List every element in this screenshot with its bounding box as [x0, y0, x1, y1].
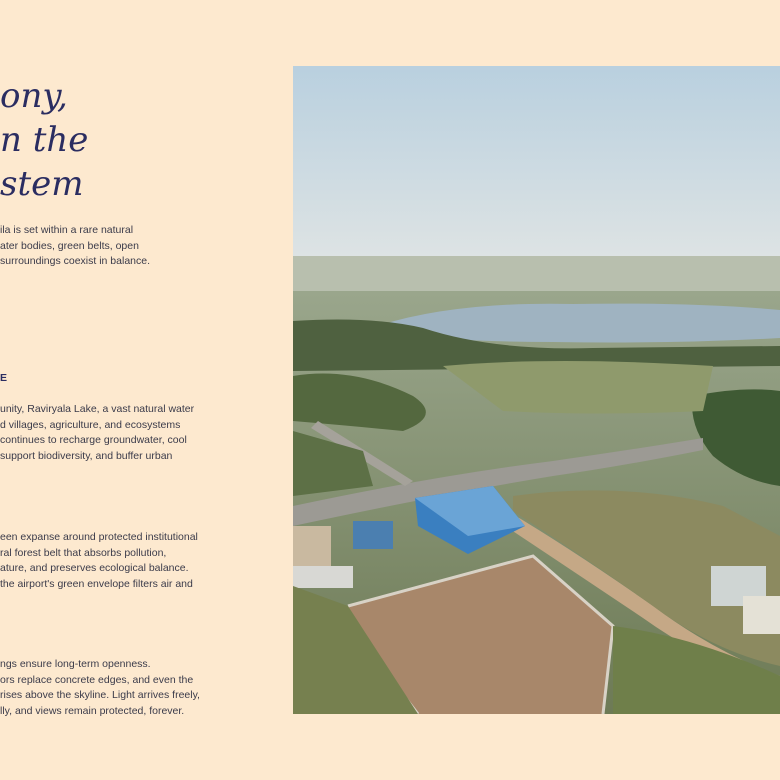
aerial-site-photo [293, 66, 780, 714]
sky [293, 66, 780, 266]
building [743, 596, 780, 634]
horizon-haze [293, 256, 780, 296]
text-line: support biodiversity, and buffer urban [0, 449, 173, 462]
text-line: ngs ensure long-term openness. [0, 658, 151, 670]
text-line: ila is set within a rare natural [0, 224, 134, 236]
text-line: rises above the skyline. Light arrives freely, [0, 689, 200, 702]
text-line: ors replace concrete edges, and even the [0, 673, 194, 686]
text-column [0, 0, 292, 780]
building [293, 526, 331, 566]
text-line: the airport's green envelope filters air and [0, 577, 193, 590]
text-line: unity, Raviryala Lake, a vast natural water [0, 403, 195, 415]
openness-paragraph [0, 657, 292, 719]
heading-line: stem [0, 164, 84, 204]
text-line: surroundings coexist in balance. [0, 255, 151, 268]
text-line: continues to recharge groundwater, cool [0, 434, 187, 447]
text-line: ature, and preserves ecological balance. [0, 562, 189, 575]
text-line: lly, and views remain protected, forever. [0, 704, 185, 717]
intro-paragraph [0, 223, 292, 270]
building [353, 521, 393, 549]
lake-paragraph [0, 402, 292, 464]
text-line: een expanse around protected institutional [0, 531, 198, 543]
heading-line: n the [0, 120, 89, 160]
text-line: ater bodies, green belts, open [0, 239, 139, 252]
heading-line: ony, [0, 76, 68, 116]
text-line: d villages, agriculture, and ecosystems [0, 418, 181, 431]
building [293, 566, 353, 588]
page-heading [0, 74, 292, 206]
green-belt-paragraph [0, 530, 292, 592]
text-line: ral forest belt that absorbs pollution, [0, 546, 167, 559]
section-label: E [0, 372, 9, 384]
